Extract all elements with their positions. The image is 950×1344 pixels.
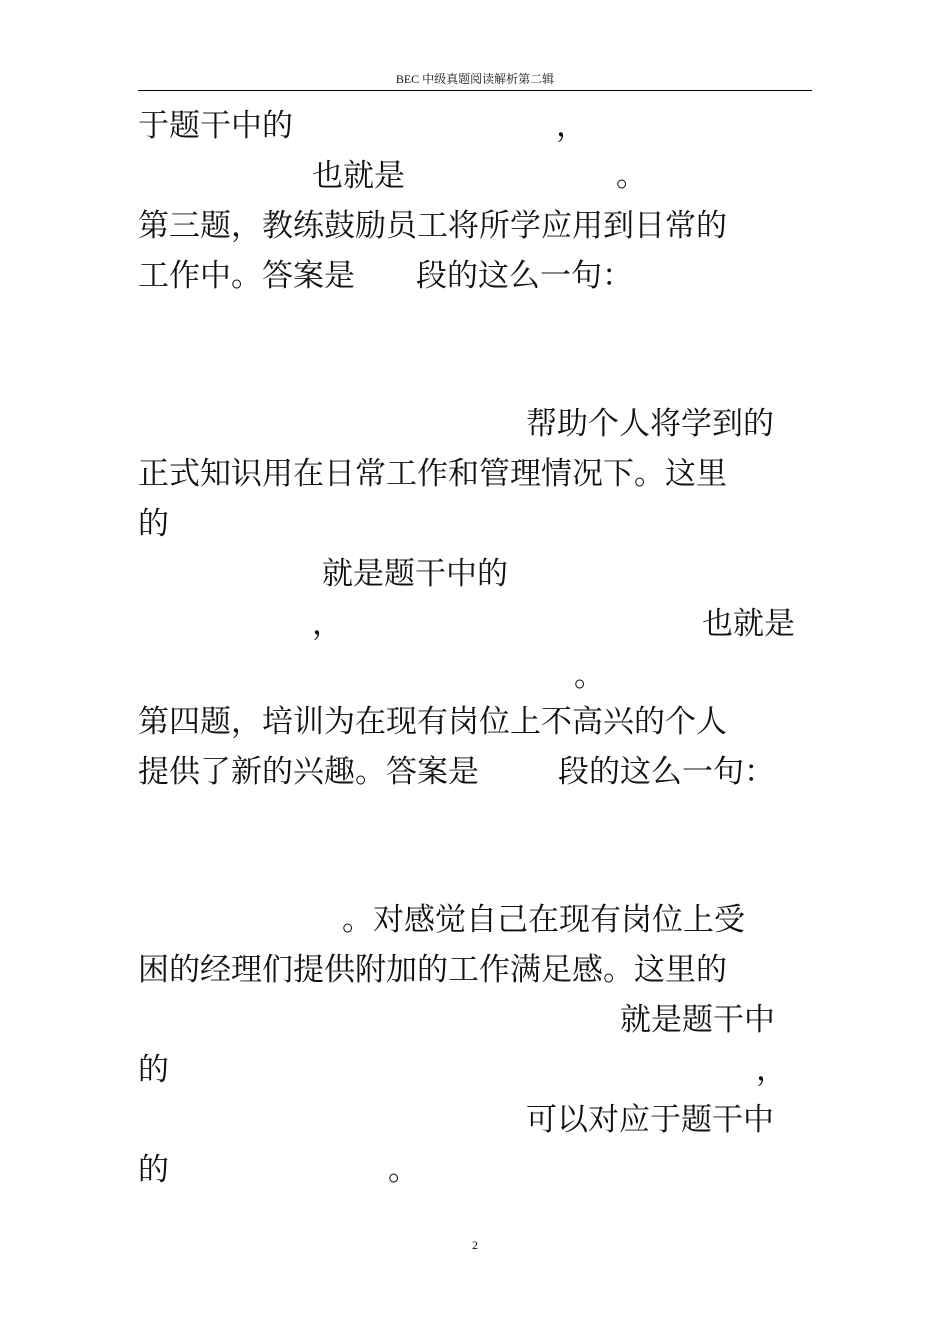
page-header — [138, 72, 812, 91]
page-number: 2 — [472, 1238, 478, 1252]
text-line: 困的经理们提供附加的工作满足感。这里的 — [138, 952, 727, 988]
text-line: 。 — [616, 158, 647, 194]
text-line: 提供了新的兴趣。答案是 — [138, 754, 479, 790]
text-line: 于题干中的 — [138, 108, 293, 144]
text-line: 第三题，教练鼓励员工将所学应用到日常的 — [138, 208, 727, 244]
text-line: ， — [756, 1052, 787, 1088]
text-line: 的 — [138, 506, 169, 542]
text-line: 。 — [574, 658, 605, 694]
text-line: 帮助个人将学到的 — [526, 406, 774, 442]
header-title: BEC 中级真题阅读解析第二辑 — [395, 72, 555, 86]
text-line: 。 — [388, 1152, 419, 1188]
text-line: 正式知识用在日常工作和管理情况下。这里 — [138, 456, 727, 492]
text-line: 段的这么一句： — [558, 754, 775, 790]
text-line: 的 — [138, 1152, 169, 1188]
text-line: 段的这么一句： — [416, 258, 633, 294]
text-line: 。对感觉自己在现有岗位上受 — [342, 902, 745, 938]
text-line: ， — [312, 606, 343, 642]
text-line: 也就是 — [702, 606, 795, 642]
text-line: 就是题干中的 — [322, 556, 508, 592]
text-line: ， — [556, 108, 587, 144]
text-line: 就是题干中 — [620, 1002, 775, 1038]
text-line: 可以对应于题干中 — [526, 1102, 774, 1138]
text-line: 工作中。答案是 — [138, 258, 355, 294]
text-line: 的 — [138, 1052, 169, 1088]
text-line: 第四题，培训为在现有岗位上不高兴的个人 — [138, 704, 727, 740]
text-line: 也就是 — [312, 158, 405, 194]
